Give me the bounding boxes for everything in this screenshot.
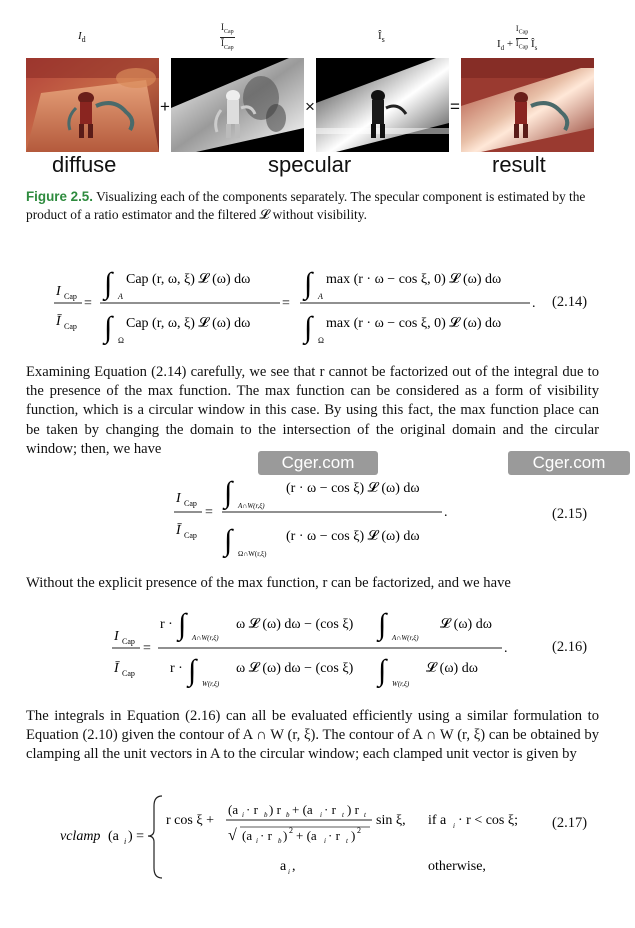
svg-text:Cap: Cap: [122, 637, 135, 646]
paragraph-1: Examining Equation (2.14) carefully, we see that r cannot be factorized out of the integral due to the presence of the max function. The max function can be considered as a form of visibility function, which is a circular window in this case. By using this fact, the max function place can be taken by changing the domain to the intersection of the original domain and the circular window; then, we have: [26, 364, 599, 457]
watermark-2: Cger.com: [508, 451, 630, 475]
image-ratio: [171, 58, 304, 152]
svg-text:A: A: [318, 292, 323, 301]
svg-text:W(r,ξ): W(r,ξ): [392, 680, 410, 688]
svg-text:.: .: [532, 296, 536, 311]
svg-text:∫: ∫: [378, 608, 387, 641]
svg-text:· r: · r: [246, 802, 258, 817]
svg-text:∫: ∫: [304, 267, 313, 300]
svg-text:∫: ∫: [304, 311, 313, 344]
svg-text:∫: ∫: [378, 654, 387, 687]
svg-text:max (r · ω − cos ξ, 0) 𝓛 (ω): max (r · ω − cos ξ, 0) 𝓛 (ω) dω: [326, 316, 502, 331]
svg-text:.: .: [504, 641, 508, 656]
svg-text:ω 𝓛 (ω) dω − (cos ξ): ω 𝓛 (ω) dω − (cos ξ): [236, 617, 354, 632]
image-specular: [316, 58, 449, 152]
svg-text:∫: ∫: [224, 524, 233, 557]
svg-text:i: i: [242, 811, 244, 819]
svg-text:i: i: [453, 822, 455, 830]
equation-2-16-graphic: [0, 600, 635, 700]
svg-text:=: =: [84, 296, 92, 311]
equation-2-15-graphic: [0, 474, 635, 564]
svg-text:i: i: [124, 837, 127, 846]
svg-text:2: 2: [289, 826, 293, 835]
operator-plus: +: [160, 97, 170, 116]
svg-text:t: t: [342, 811, 344, 819]
svg-text:∫: ∫: [188, 654, 197, 687]
svg-text:Cap: Cap: [184, 499, 197, 508]
svg-text:max (r · ω − cos ξ, 0) 𝓛 (ω): max (r · ω − cos ξ, 0) 𝓛 (ω) dω: [326, 272, 502, 287]
svg-text:Ω∩W(r,ξ): Ω∩W(r,ξ): [238, 550, 267, 558]
svg-text:√: √: [228, 827, 237, 844]
svg-text:=: =: [282, 296, 290, 311]
caption-specular: specular: [268, 152, 352, 177]
svg-text:(r · ω − cos ξ) 𝓛 (ω) dω: (r · ω − cos ξ) 𝓛 (ω) dω: [286, 481, 420, 496]
svg-text:.: .: [444, 505, 448, 520]
svg-text:I: I: [56, 284, 61, 299]
svg-text:(a: (a: [228, 802, 239, 817]
label-specular-term: $Î_s$: [378, 30, 385, 45]
figure-caption-text: Visualizing each of the components separately. The specular component is estimated by the product of a ratio estimator and the filtered 𝓛 without visibility.: [26, 189, 586, 222]
svg-text:a: a: [280, 859, 287, 874]
watermark-1: Cger.com: [258, 451, 378, 475]
operator-equals: =: [450, 97, 460, 116]
figure-caption-label: Figure 2.5.: [26, 189, 93, 204]
svg-text:i: i: [256, 837, 258, 845]
svg-text:I: I: [176, 491, 181, 506]
svg-text:i: i: [288, 868, 290, 876]
svg-text:· r: · r: [260, 828, 272, 843]
svg-text:∫: ∫: [104, 311, 113, 344]
svg-text:· r: · r: [328, 828, 340, 843]
svg-text:∫: ∫: [104, 267, 113, 300]
svg-text:b: b: [264, 811, 268, 819]
svg-text:Cap: Cap: [122, 669, 135, 678]
svg-text:vclamp: vclamp: [60, 829, 101, 844]
svg-text:r ·: r ·: [170, 661, 183, 676]
svg-text:Ī: Ī: [176, 523, 181, 538]
svg-text:+ (a: + (a: [296, 828, 317, 843]
svg-text:i: i: [320, 811, 322, 819]
svg-text:· r < cos ξ;: · r < cos ξ;: [458, 813, 519, 828]
svg-text:=: =: [205, 505, 213, 520]
svg-text:Ī: Ī: [56, 314, 61, 329]
svg-text:=: =: [143, 641, 151, 656]
equation-number-2-16: (2.16): [552, 639, 588, 655]
label-diffuse-term: $I_d$: [78, 30, 86, 45]
svg-text:2: 2: [357, 826, 361, 835]
svg-text:sin ξ,: sin ξ,: [376, 813, 406, 828]
svg-text:r ·: r ·: [160, 617, 173, 632]
svg-text:i: i: [324, 837, 326, 845]
svg-text:) r: ) r: [269, 802, 281, 817]
label-result-term: $I_d$ + $I_{Cap}$ $Ī_{Cap}$ $Î_s$: [497, 24, 538, 52]
svg-text:Cap (r, ω, ξ) 𝓛 (ω) dω: Cap (r, ω, ξ) 𝓛 (ω) dω: [126, 272, 251, 287]
equation-2-14-graphic: [0, 255, 635, 355]
paragraph-2: Without the explicit presence of the max function, r can be factorized, and we have: [26, 575, 511, 591]
svg-text:(r · ω − cos ξ) 𝓛 (ω) dω: (r · ω − cos ξ) 𝓛 (ω) dω: [286, 529, 420, 544]
caption-result: result: [492, 152, 546, 177]
equation-number-2-14: (2.14): [552, 294, 588, 310]
svg-text:) r: ) r: [347, 802, 359, 817]
svg-text:otherwise,: otherwise,: [428, 859, 486, 874]
svg-text:b: b: [278, 837, 282, 845]
svg-text:𝓛 (ω) dω: 𝓛 (ω) dω: [426, 661, 478, 676]
figure-caption: [26, 188, 599, 224]
svg-text:,: ,: [292, 859, 296, 874]
svg-text:A∩W(r,ξ): A∩W(r,ξ): [392, 634, 419, 642]
svg-text:(a: (a: [242, 828, 253, 843]
svg-text:∫: ∫: [224, 476, 233, 509]
paragraph-3: The integrals in Equation (2.16) can all be evaluated efficiently using a similar formulation to Equation (2.10) given the contour of A ∩ W (r, ξ). The contour of A ∩ W (r, ξ) can be obtained by clamping all the unit vectors in A to the circular window; each clamped unit vector is given by: [26, 708, 599, 763]
svg-text:A∩W(r,ξ): A∩W(r,ξ): [238, 502, 265, 510]
svg-text:A∩W(r,ξ): A∩W(r,ξ): [192, 634, 219, 642]
svg-text:· r: · r: [324, 802, 336, 817]
operator-times: ×: [305, 97, 315, 116]
svg-text:): ): [283, 828, 288, 843]
svg-text:Ω: Ω: [318, 336, 324, 345]
image-result: [461, 58, 594, 152]
svg-text:if a: if a: [428, 813, 447, 828]
svg-text:+ (a: + (a: [292, 802, 313, 817]
svg-text:Cap (r, ω, ξ) 𝓛 (ω) dω: Cap (r, ω, ξ) 𝓛 (ω) dω: [126, 316, 251, 331]
svg-text:𝓛 (ω) dω: 𝓛 (ω) dω: [440, 617, 492, 632]
svg-text:Cap: Cap: [64, 292, 77, 301]
svg-text:Ω: Ω: [118, 336, 124, 345]
svg-text:) =: ) =: [128, 829, 145, 844]
svg-text:A: A: [118, 292, 123, 301]
svg-text:W(r,ξ): W(r,ξ): [202, 680, 220, 688]
svg-text:t: t: [364, 811, 366, 819]
svg-text:Ī: Ī: [114, 661, 119, 676]
svg-text:Cap: Cap: [64, 322, 77, 331]
svg-text:t: t: [346, 837, 348, 845]
svg-text:ω 𝓛 (ω) dω − (cos ξ): ω 𝓛 (ω) dω − (cos ξ): [236, 661, 354, 676]
svg-text:b: b: [286, 811, 290, 819]
caption-diffuse: diffuse: [52, 152, 117, 177]
equation-2-17-graphic: [0, 790, 635, 890]
svg-text:r cos ξ +: r cos ξ +: [166, 813, 214, 828]
svg-text:(a: (a: [108, 829, 119, 844]
equation-number-2-17: (2.17): [552, 815, 588, 831]
image-diffuse: [26, 58, 159, 152]
svg-text:): ): [351, 828, 356, 843]
equation-number-2-15: (2.15): [552, 506, 588, 522]
svg-text:I: I: [114, 629, 119, 644]
label-ratio-term: $I_{Cap}$ $Ī_{Cap}$: [221, 22, 234, 51]
svg-text:∫: ∫: [178, 608, 187, 641]
svg-text:Cap: Cap: [184, 531, 197, 540]
